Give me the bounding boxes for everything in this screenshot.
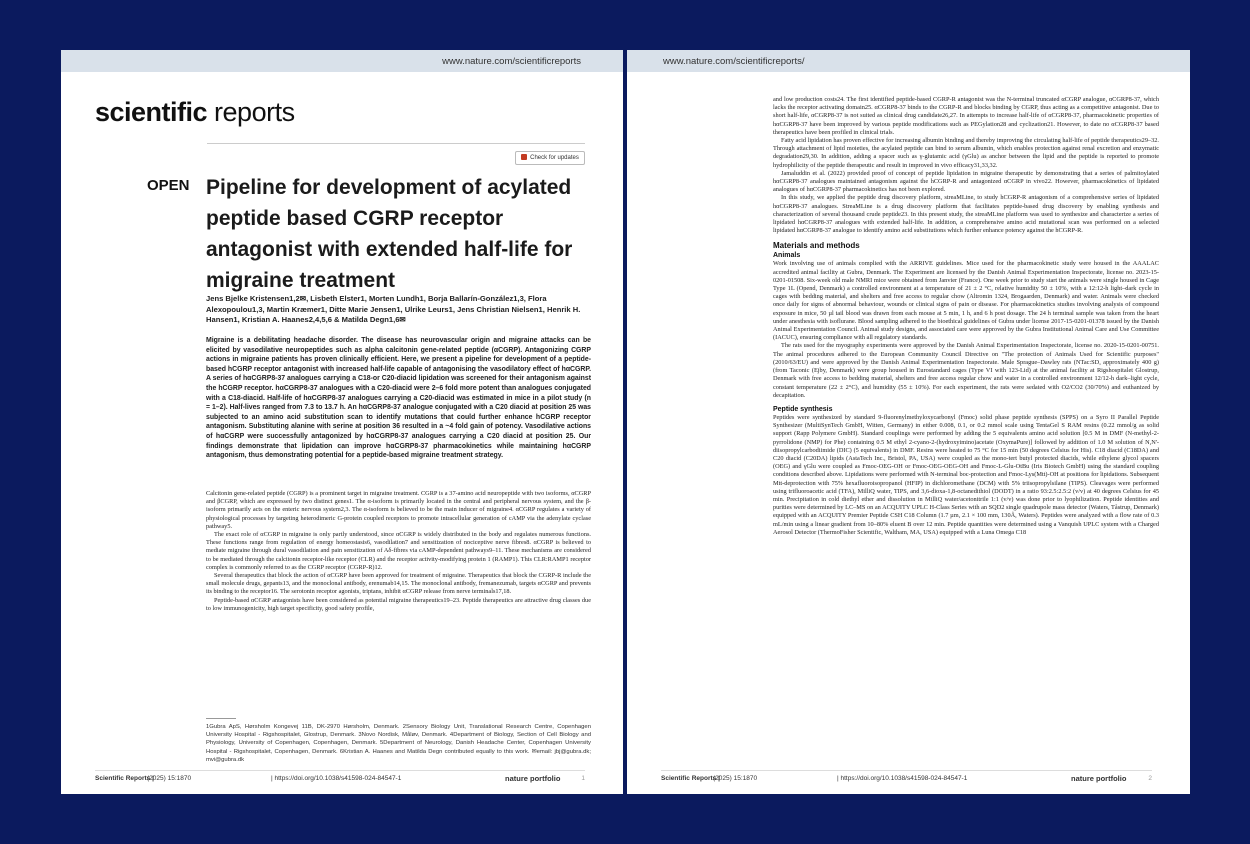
update-icon — [521, 154, 527, 160]
body-paragraph: The exact role of αCGRP in migraine is only partly understood, since αCGRP is widely distributed in the body and regulates numerous functions. These functions range from regulation of energy homeostasis6, vasodilation7 and sensitization of nociceptive nerve fibres8. αCGRP is believed to mediate migraine through dural vasodilation and pain sensitization of Aδ-fibres via cAMP-dependent pathways9–11. These mechanisms are considered to be mediated through the calcitonin receptor-like receptor (CLR) and the receptor activity-modifying protein 1 (RAMP1). This CLR:RAMP1 receptor complex is commonly referred to as the CGRP receptor (CGRP-R)12. — [206, 531, 591, 571]
footer-brand: nature portfolio — [505, 774, 561, 783]
footer-journal: Scientific Reports | — [95, 775, 154, 782]
body-paragraph: Calcitonin gene-related peptide (CGRP) is a prominent target in migraine treatment. CGRP is a 37-amino acid neuropeptide with two isoforms, αCGRP and βCGRP, which are expressed by two distinct genes1. The α-isoform is primarily located in the central and peripheral nervous system, and the β-isoform primarily acts on the enteric nervous system2,3. The α-isoform is believed to be the main inducer of migraine4. αCGRP regulates a variety of physiological processes by targeting heterodimeric G-protein coupled receptors to promote intracellular generation of cAMP via the adenylate cyclase pathway5. — [206, 490, 591, 530]
open-access-label: OPEN — [147, 177, 190, 194]
peptide-heading: Peptide synthesis — [773, 405, 833, 413]
body-paragraph: The rats used for the myography experiments were approved by the Danish Animal Experimentation Inspectorate, license no. 2020-15-0201-00751. The animal procedures adhered to the European Community Council Directive on "The protection of Animals Used for Scientific purposes" (2010/63/EU) and were approved by the Danish Animal Experimentation Inspectorate. Male Sprague–Dawley rats (NTac:SD, approximately 400 g) (from Taconic (Ejby, Denmark) were group housed in Eurostandard cages (Type VI with 123-Lid) at the animal facility at Rigshospitalet Glostrup, Denmark with free access to bedding material, shelters and free access regular chow and water in a controlled environment 12/12-h dark–light cycle, constant temperature (22 ± 2°C), and humidity (55 ± 10%). For each experiment, the rats were sedated with O2/CO2 (30/70%) and euthanized by decapitation. — [773, 342, 1159, 399]
left-header-bar — [61, 50, 623, 72]
page-number: 2 — [1148, 775, 1152, 782]
body-paragraph: Several therapeutics that block the action of αCGRP have been approved for treatment of migraine. Therapeutics that block the CGRP-R include the small molecule drugs, gepants13, and the monoclonal antibody, erenumab14,15. The monoclonal antibody, fremanezumab, targets αCGRP and prevents its binding to the receptor16. The serotonin receptor agonists, triptans, inhibit αCGRP release from nerve terminals17,18. — [206, 572, 591, 596]
affiliation-rule — [206, 718, 236, 719]
footer-doi-link[interactable]: | https://doi.org/10.1038/s41598-024-84547-1 — [837, 775, 968, 782]
abstract: Migraine is a debilitating headache disorder. The disease has neurovascular origin and migraine attacks can be elicited by vasodilative neuropeptides such as alpha calcitonin gene-related peptide (αCGRP). Antagonizing CGRP actions in migraine patients has proven clinically efficient. Here, we present a pipeline for development of a peptide-based hCGRP receptor antagonist with increased half-life capable of antagonising the vasodilatory effect of hαCGRP. A series of hαCGRP8-37 analogues carrying a C18-or C20-diacid lipidation was screened for their antagonism against the hCGRP receptor. hαCGRP8-37 analogues with a C20-diacid were 2–6 fold more potent than analogues conjugated with a C18-diacid. Half-life of hαCGRP8-37 analogues carrying a C20-diacid was estimated in mice in a pilot study (n = 1–2). Half-lives ranged from 7.3 to 13.7 h. An hαCGRP8-37 analogue conjugated with a C20 diacid at position 25 was subjected to an amino acid substitution scan to identify mutations that could further enhance hCGRP receptor antagonism. Substituting alanine with serine at position 36 resulted in a ~4 fold gain of potency. Vasodilative actions of hαCGRP were successfully antagonized by hαCGRP8-37 analogues carrying a C20 diacid at position 25. Our findings demonstrate that lipidation can improve hαCGRP8-37 pharmacokinetics while maintaining hαCGRP antagonism, thus demonstrating potential for a peptide-based migraine treatment strategy. — [206, 337, 591, 460]
title-divider — [207, 143, 585, 144]
section-heading: Materials and methods — [773, 241, 860, 251]
body-paragraph: Work involving use of animals complied with the ARRIVE guidelines. Mice used for the pharmacokinetic study were housed in the AAALAC accredited animal facility at Gubra, Denmark. The Experiment are licensed by the Danish Animal Experimentation Inspectorate, license no. 2023-15-0201-01508. Six-week old male NMRI mice were obtained from Janvier (France). One week prior to study start the animals were single housed in Cage Type 1L (Opend, Denmark) a controlled environment at a temperature of 21 ± 2 °C, relative humidity 50 ± 10%, with a 12:12-h light–dark cycle in cages with bedding material, and shelters and free access to regular chow (Altromin 1324, Brogaarden, Denmark) and water. Animals were checked once daily for signs of abnormal behaviour, wounds or clinical signs of pain or disease. For pharmacokinetics studies involving analysis of compound exposure in mice, 50 µl tail blood was drawn from each mouse at 5 min, 1 h, and 6 h post dosage. The 24 h terminal sample was taken from the heart under anesthesia with isoflurane. Blood sampling adhered to the bioethical guidelines of Gubra under license 2017-15-0201-01378 issued by the Danish Animal Experimentation Council. Animal study designs, and associated care were approved by the Gubra Institutional Animal Care and Use Committee (IACUC), ensuring compliance with all regulatory standards. — [773, 260, 1159, 342]
right-page — [627, 50, 1190, 794]
body-paragraph: Peptide-based αCGRP antagonists have been considered as potential migraine therapeutics19–23. Peptide therapeutics are attractive drug classes due to low immunogenicity, high target specificity, good safety profile, — [206, 596, 591, 612]
footer-brand: nature portfolio — [1071, 774, 1127, 783]
right-header-bar — [627, 50, 1190, 72]
left-footer — [95, 770, 585, 787]
body-paragraph: Peptides were synthesized by standard 9-fluorenylmethyloxycarbonyl (Fmoc) solid phase peptide synthesis (SPPS) on a Syro II Parallel Peptide Synthesizer (MultiSynTech GmbH, Witten, Germany) in either 0.008, 0.1, or 0.2 mmol scale using TentaGel S RAM resins (0.22 mmol/g as solid support (Rapp Polymere GmbH). Standard couplings were performed by adding the 5 equivalents amino acid solution [0.5 M in DMF (N-methyl-2-pyrrolidone (NMP) for Phe) containing 0.5 M ethyl 2-cyano-2-(hydroxyimino)acetate (OxymaPure)] followed by addition of 1.0 M solution of N,N'-diisopropylcarbodiimide (DIC) (5 equivalents) in DMF. Resins were heated to 75 °C for 15 min (50 degrees Celsius for His). C18 diacid (C18DA) and C20 diacid (C20DA) lipids (AstaTech Inc., Bristol, PA, USA) were coupled as the mono-tert butyl protected diacids, while ethylene glycol spacers (OEG) and γGlu were coupled as Fmoc-OEG-OH or Fmoc-OEG-OEG-OH and Fmoc-L-Glu-OtBu (Iris Biotech GmbH) using the standard coupling conditions described above. Lipidations were performed with N-terminal boc-protection and Fmoc-Lys(Mtt)-OH at positions for lipidations. Subsequent Mtt-deprotection with 75% hexafluoroisopropanol (HFIP) in dichloromethane (DCM) with 5% triisopropylsilane (TIPS). Cleavages were performed using trifluoroacetic acid (TFA), MilliQ water, TIPS, and 3,6-dioxa-1,8-octanedithiol (DODT) in a ratio 93:2.5:2.5:2 (v/v) at 40 degrees Celsius for 45 min. Precipitation in cold diethyl ether and dissolution in MilliQ water/acetonitrile 1:1 (v/v) was done prior to lyophilization. Peptide identities and purities were determined by LC–MS on an ACQUITY UPLC H-Class Series with an SQD2 single quadrupole mass detector (Waters, Tåstrup, Denmark) equipped with an ACQUITY Premier Peptide CSH C18 Column (1.7 µm, 2.1 × 100 mm, 130Å, Waters). Peptides were analyzed with a flow rate of 0.3 mL/min using a linear gradient from 10–80% eluent B over 12 min. Peptide quantities were determined using a Vanquish UPLC system with a Charged Aerosol Detector (ThermoFisher Scientific, Waltham, MA, USA) equipped with a Luna Omega C18 — [773, 413, 1159, 536]
left-header-url[interactable]: www.nature.com/scientificreports — [442, 56, 581, 67]
body-paragraph: In this study, we applied the peptide drug discovery platform, streaMLine, to study hCGRP-R antagonism of a comprehensive series of lipidated hαCGRP8-37 analogues. StreaMLine is a drug discovery platform that facilitates peptide-based drug discovery by enabling synthesis and characterization of several thousand crude peptide23. In this present study, the streaMLine platform was used to synthesize and characterize a series of lipidated hαCGRP8-37 analogues with extended half-life. In addition, a comprehensive amino acid mutational scan was performed on a selected lipidated hαCGRP8-37 analogue to identify amino acid substitutions which further enhance potency against the hCGRP-R. — [773, 194, 1159, 235]
brand-bold: scientific — [95, 97, 208, 127]
journal-brand — [95, 97, 295, 128]
right-body-text — [773, 96, 1159, 537]
page-number: 1 — [581, 775, 585, 782]
right-footer — [661, 770, 1152, 787]
affiliations: 1Gubra ApS, Hørsholm Kongevej 11B, DK-2970 Hørsholm, Denmark. 2Sensory Biology Unit, Translational Research Centre, Copenhagen University Hospital - Rigshospitalet, Glostrup, Denmark. 3Novo Nordisk, Måløv, Denmark. 4Department of Biology, Section of Cell Biology and Physiology, University of Copenhagen, Copenhagen, Denmark. 5Department of Neurology, Danish Headache Center, Copenhagen University Hospital - Rigshospitalet, Copenhagen, Denmark. 6Kristian A. Haanes and Matilda Degn contributed equally to this work. ✉email: jbj@gubra.dk; mvi@gubra.dk — [206, 724, 591, 763]
body-paragraph: Jamaluddin et al. (2022) provided proof of concept of peptide lipidation in migraine therapeutic by demonstrating that a series of palmitoylated hαCGRP8-37 analogues maintained antagonism against the hCGRP-R and antagonized αCGRP in vivo22. However, pharmacokinetics of lipidated analogues of hαCGRP8-37 pharmacokinetics has not been explored. — [773, 169, 1159, 194]
check-for-updates-button[interactable] — [515, 151, 585, 165]
right-header-url[interactable]: www.nature.com/scientificreports/ — [663, 56, 805, 67]
left-page — [61, 50, 623, 794]
body-paragraph: Fatty acid lipidation has proven effective for increasing albumin binding and thereby improving the circulating half-life of peptide therapeutics29–32. Through attachment of lipid moieties, the acylated peptide can bind to serum albumin, which enables protection against renal excretion and enzymatic degradation29,30. In addition, adding a spacer such as γ-glutamic acid (γGlu) as anchor between the lipid and the peptide is reported to promote hydrophilicity of the peptide therapeutic and result in improved in vivo efficacy31,33,32. — [773, 137, 1159, 169]
footer-journal: Scientific Reports | — [661, 775, 720, 782]
left-body-text — [206, 490, 591, 613]
article-title: Pipeline for development of acylated peptide based CGRP receptor antagonist with extended half-life for migraine treatment — [206, 176, 573, 292]
check-updates-label: Check for updates — [530, 155, 579, 161]
footer-doi-link[interactable]: | https://doi.org/10.1038/s41598-024-84547-1 — [271, 775, 402, 782]
body-paragraph: and low production costs24. The first identified peptide-based CGRP-R antagonist was the N-terminal truncated αCGRP analogue, αCGRP8-37, which lacks the receptor activating domain25. αCGRP8-37 binds to the CGRP-R and blocks binding by CGRP, thus acting as a competitive antagonist. Due to short half-life, αCGRP8-37 is not suited as clinical drug candidate26,27. In attempts to increase half-life of αCGRP8-37, pharmacokinetic properties of hαCGRP8-37 have been improved by various peptide modifications such as PEGylation28 and cyclization21. However, to date no αCGRP8-37 based therapeutics have been profiled in clinical trials. — [773, 96, 1159, 136]
footer-year: (2025) 15:1870 — [147, 775, 192, 782]
brand-light: reports — [207, 97, 295, 127]
author-list: Jens Bjelke Kristensen1,2✉, Lisbeth Elster1, Morten Lundh1, Borja Ballarín-González1,3, Flora Alexopoulou1,3, Martin Kræmer1, Ditte Marie Jensen1, Ulrike Leurs1, Jens Christian Nielsen1, Henrik H. Hansen1, Kristian A. Haanes2,4,5,6 & Matilda Degn1,6✉ — [206, 294, 581, 324]
animals-heading: Animals — [773, 252, 801, 260]
footer-year: (2025) 15:1870 — [713, 775, 758, 782]
